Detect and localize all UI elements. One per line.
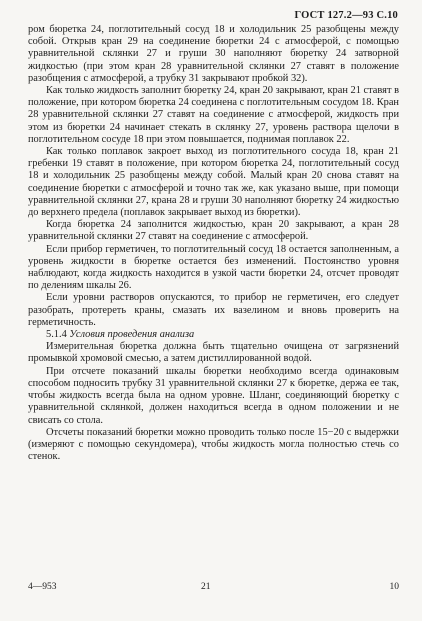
paragraph: Когда бюретка 24 заполнится жидкостью, кран 20 закрывают, а кран 28 уравнительной склянки 27 ставят на соединение с атмосферой. — [28, 219, 399, 243]
paragraph-continuation: ром бюретка 24, поглотительный сосуд 18 и холодильник 25 разобщены между собой. Открыв кран 29 на соединение бюретки 24 с атмосферой, с помощью уравнительной склянки 27 и груши 30 наполняют бюретку 24 затворной жидкостью (при этом кран 28 уравнительной склянки 27 ставят в положение разобщения с атмосферой, а трубку 31 закрывают пробкой 32). — [28, 24, 399, 84]
subsection-number: 5.1.4 — [46, 329, 67, 341]
footer-section-page: 10 — [389, 582, 399, 592]
paragraph: Измерительная бюретка должна быть тщательно очищена от загрязнений промывкой хромовой смесью, а затем дистиллированной водой. — [28, 341, 399, 365]
paragraph: При отсчете показаний шкалы бюретки необходимо всегда одинаковым способом подносить трубку 31 уравнительной склянки 27 к бюретке, держа ее так, чтобы жидкость всегда была на одном уровне. Шланг, соединяющий бюретку с уравнительной склянкой, должен находиться всегда в одном положении и не свисать со стола. — [28, 365, 399, 426]
subsection-title: Условия проведения анализа — [69, 329, 195, 341]
paragraph: Как только поплавок закроет выход из поглотительного сосуда 18, кран 21 гребенки 19 ставят в положение, при котором бюретка 24, поглотительный сосуд 18 и холодильник 25 разобщены между собой. Малый кран 20 снова ставят на соединение бюретки с атмосферой и точно так же, как указано выше, при помощи уравнительной склянки 27, крана 28 и груши 30 наполняют бюретку 24 жидкостью до верхнего предела (поплавок закрывает выход из бюретки). — [28, 146, 399, 219]
paragraph: Если прибор герметичен, то поглотительный сосуд 18 остается заполненным, а уровень жидкости в бюретке остается без изменений. Постоянство уровня наблюдают, когда жидкость находится в узкой части бюретки 24, отсчет проводят по делениям шкалы 26. — [28, 243, 399, 292]
footer-page-number: 21 — [201, 582, 211, 592]
footer-order-number: 4—953 — [28, 582, 57, 592]
page-body — [28, 24, 399, 463]
paragraph: Если уровни растворов опускаются, то прибор не герметичен, его следует разобрать, протереть краны, смазать их вазелином и вновь проверить на герметичность. — [28, 292, 399, 328]
page-header: ГОСТ 127.2—93 С.10 — [294, 10, 398, 21]
paragraph: Как только жидкость заполнит бюретку 24, кран 20 закрывают, кран 21 ставят в положение, при котором бюретка 24 соединена с поглотительным сосудом 18. Кран 28 уравнительной склянки 27 ставят на соединение с атмосферой, жидкость при этом из бюретки 24 начинает стекать в склянку 27, уровень раствора щелочи в поглотительном сосуде 18 при этом повышается, поднимая поплавок 22. — [28, 85, 399, 145]
paragraph: Отсчеты показаний бюретки можно проводить только после 15−20 с выдержки (измеряют с помощью секундомера), чтобы жидкость могла полностью стечь со стенок. — [28, 426, 399, 463]
subsection-heading — [28, 329, 399, 341]
